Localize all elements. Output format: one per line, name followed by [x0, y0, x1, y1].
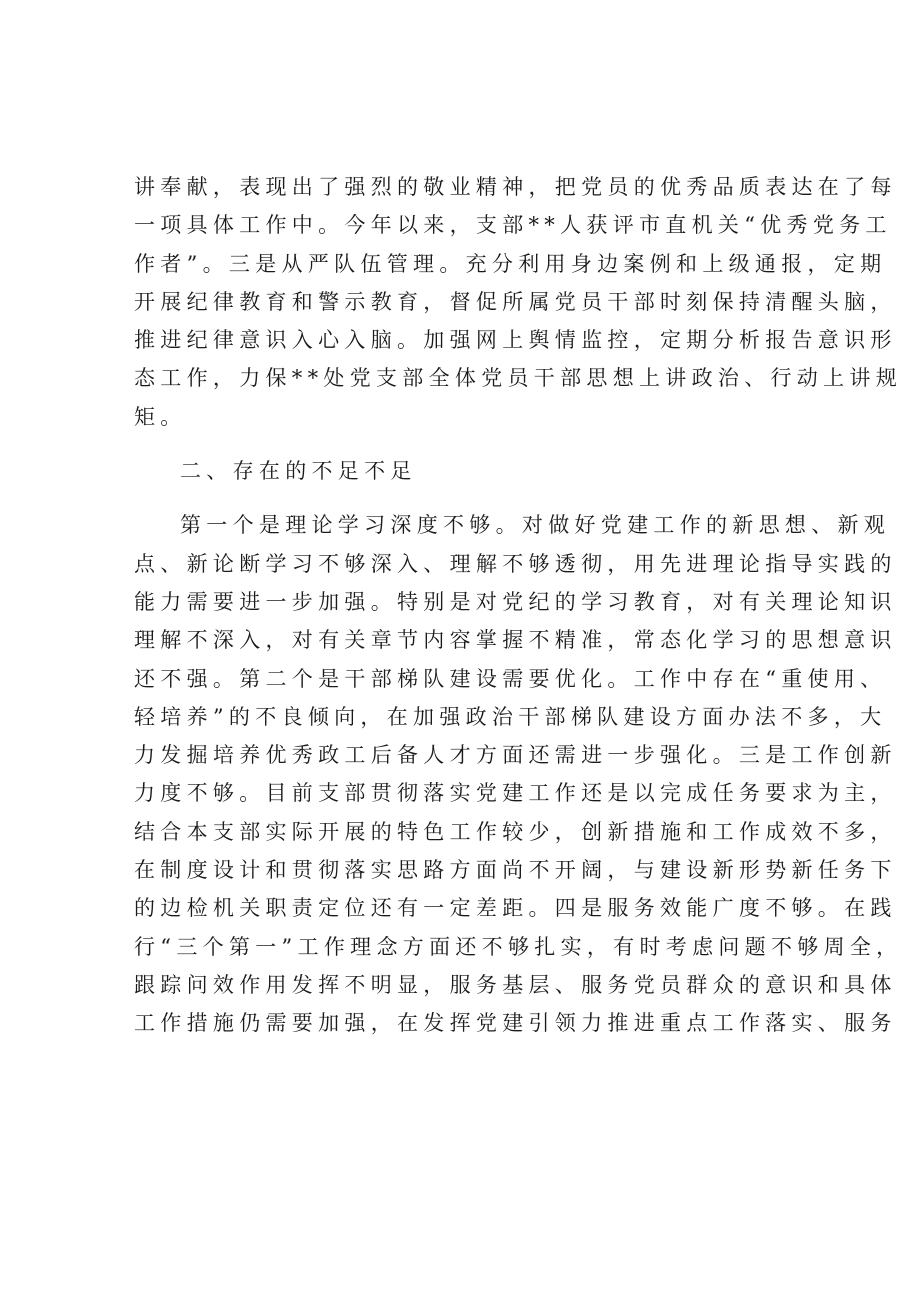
text-line: 力度不够。目前支部贯彻落实党建工作还是以完成任务要求为主， — [134, 781, 897, 806]
text-line: 力发掘培养优秀政工后备人才方面还需进一步强化。三是工作创新 — [134, 743, 897, 768]
text-line: 结合本支部实际开展的特色工作较少，创新措施和工作成效不多， — [134, 819, 897, 844]
text-line: 跟踪问效作用发挥不明显，服务基层、服务党员群众的意识和具体 — [134, 972, 897, 997]
text-line: 点、新论断学习不够深入、理解不够透彻，用先进理论指导实践的 — [134, 551, 897, 576]
text-line: 轻培养”的不良倾向，在加强政治干部梯队建设方面办法不多，大 — [134, 704, 887, 729]
text-line: 在制度设计和贯彻落实思路方面尚不开阔，与建设新形势新任务下 — [134, 858, 897, 883]
text-line: 态工作，力保**处党支部全体党员干部思想上讲政治、行动上讲规 — [134, 366, 902, 391]
text-line: 还不强。第二个是干部梯队建设需要优化。工作中存在“重使用、 — [134, 666, 887, 691]
paragraph-shortcomings — [134, 506, 903, 1042]
document-page — [134, 168, 903, 1043]
text-line: 推进纪律意识入心入脑。加强网上舆情监控，定期分析报告意识形 — [134, 328, 897, 353]
text-line: 理解不深入，对有关章节内容掌握不精准，常态化学习的思想意识 — [134, 628, 897, 653]
text-line: 矩。 — [134, 404, 187, 429]
text-line: 能力需要进一步加强。特别是对党纪的学习教育，对有关理论知识 — [134, 589, 897, 614]
section-heading: 二、存在的不足不足 — [180, 459, 417, 484]
text-line: 讲奉献，表现出了强烈的敬业精神，把党员的优秀品质表达在了每 — [134, 175, 897, 199]
paragraph-discipline — [134, 168, 902, 436]
text-line: 作者”。三是从严队伍管理。充分利用身边案例和上级通报，定期 — [134, 251, 887, 276]
text-line: 第一个是理论学习深度不够。对做好党建工作的新思想、新观 — [180, 513, 891, 538]
text-line: 一项具体工作中。今年以来，支部**人获评市直机关“优秀党务工 — [134, 213, 892, 238]
text-line: 的边检机关职责定位还有一定差距。四是服务效能广度不够。在践 — [134, 896, 897, 921]
text-line: 开展纪律教育和警示教育，督促所属党员干部时刻保持清醒头脑， — [134, 289, 897, 314]
text-line: 工作措施仍需要加强，在发挥党建引领力推进重点工作落实、服务 — [134, 1011, 897, 1036]
text-line: 行“三个第一”工作理念方面还不够扎实，有时考虑问题不够周全， — [134, 934, 903, 959]
